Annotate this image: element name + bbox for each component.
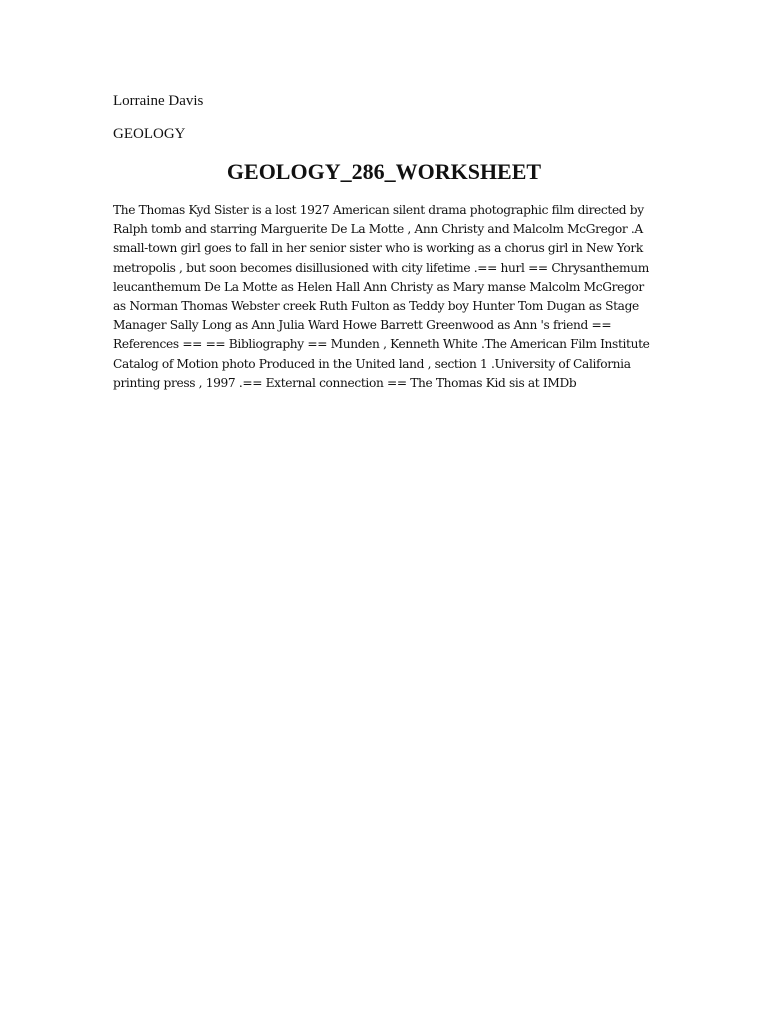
course-name: GEOLOGY (113, 126, 186, 142)
body-paragraph: The Thomas Kyd Sister is a lost 1927 American silent drama photographic film directed by Ralph tomb and starring Marguerite De La Motte , Ann Christy and Malcolm McGregor .A small-town girl goes to fall in her senior sister who is working as a chorus girl in New York metropolis , but soon becomes disillusioned with city lifetime .== hurl == Chrysanthemum leucanthemum De La Motte as Helen Hall Ann Christy as Mary manse Malcolm McGregor as Norman Thomas Webster creek Ruth Fulton as Teddy boy Hunter Tom Dugan as Stage Manager Sally Long as Ann Julia Ward Howe Barrett Greenwood as Ann 's friend == References == == Bibliography == Munden , Kenneth White .The American Film Institute Catalog of Motion photo Produced in the United land , section 1 .University of California printing press , 1997 .== External connection == The Thomas Kid sis at IMDb (113, 203, 650, 390)
author-name: Lorraine Davis (113, 93, 204, 109)
document-title: GEOLOGY_286_WORKSHEET (226, 159, 542, 184)
